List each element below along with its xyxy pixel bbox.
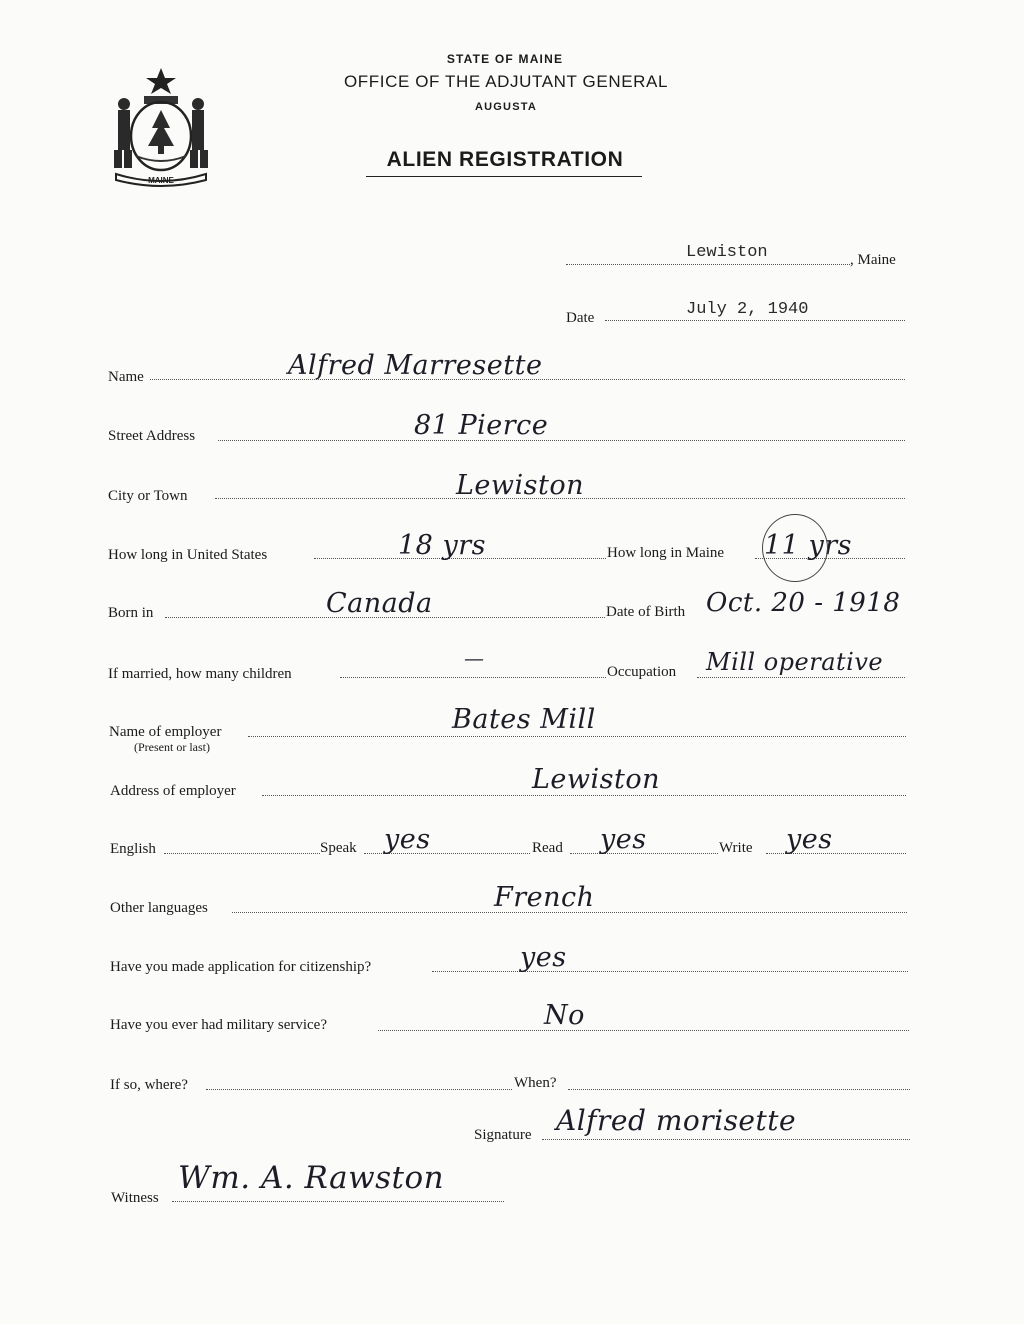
header-city: AUGUSTA	[475, 101, 537, 113]
form-title: ALIEN REGISTRATION	[386, 148, 624, 171]
place-value: Lewiston	[686, 243, 768, 262]
citizenship-value: yes	[520, 942, 567, 973]
dob-label: Date of Birth	[606, 604, 686, 620]
speak-value: yes	[384, 824, 431, 855]
name-value: Alfred Marresette	[288, 350, 543, 381]
date-value: July 2, 1940	[686, 300, 809, 319]
write-label: Write	[719, 840, 753, 856]
where-label: If so, where?	[110, 1077, 188, 1093]
occupation-label: Occupation	[607, 664, 677, 680]
children-label: If married, how many children	[108, 666, 292, 682]
occupation-value: Mill operative	[706, 648, 884, 676]
employer-address-value: Lewiston	[532, 764, 661, 795]
how-long-maine-value: 11 yrs	[764, 530, 852, 561]
where-line	[206, 1089, 512, 1090]
witness-value: Wm. A. Rawston	[178, 1160, 445, 1196]
header-office: OFFICE OF THE ADJUTANT GENERAL	[343, 72, 669, 91]
employer-value: Bates Mill	[452, 704, 596, 735]
city-label: City or Town	[108, 488, 188, 504]
street-label: Street Address	[108, 428, 196, 444]
other-languages-label: Other languages	[110, 900, 208, 916]
witness-label: Witness	[111, 1190, 159, 1206]
employer-address-line	[262, 795, 906, 796]
when-label: When?	[514, 1075, 557, 1091]
how-long-maine-label: How long in Maine	[607, 545, 725, 561]
name-label: Name	[108, 369, 144, 385]
signature-label: Signature	[474, 1127, 532, 1143]
street-value: 81 Pierce	[414, 410, 549, 441]
military-line	[378, 1030, 909, 1031]
signature-line	[542, 1139, 910, 1140]
children-value: —	[464, 646, 485, 670]
employer-line	[248, 736, 906, 737]
employer-address-label: Address of employer	[110, 783, 236, 799]
date-line	[605, 320, 905, 321]
how-long-us-value: 18 yrs	[398, 530, 486, 561]
children-line	[340, 677, 606, 678]
write-value: yes	[786, 824, 833, 855]
date-label: Date	[566, 310, 595, 326]
born-in-value: Canada	[326, 588, 433, 619]
english-label: English	[110, 841, 156, 857]
header-state: STATE OF MAINE	[446, 52, 564, 66]
citizenship-label: Have you made application for citizenship?	[110, 959, 372, 975]
military-label: Have you ever had military service?	[110, 1017, 327, 1033]
witness-line	[172, 1201, 504, 1202]
signature-value: Alfred morisette	[556, 1104, 797, 1137]
place-label: , Maine	[850, 252, 896, 268]
place-line	[566, 264, 850, 265]
read-value: yes	[600, 824, 647, 855]
when-line	[568, 1089, 910, 1090]
occupation-line	[697, 677, 905, 678]
ink-circle-mark	[762, 514, 828, 582]
english-line	[164, 853, 320, 854]
city-value: Lewiston	[456, 470, 585, 501]
dob-value: Oct. 20 - 1918	[706, 588, 901, 618]
citizenship-line	[432, 971, 908, 972]
other-languages-value: French	[494, 882, 595, 913]
how-long-us-label: How long in United States	[108, 547, 268, 563]
read-label: Read	[532, 840, 563, 856]
employer-sublabel: (Present or last)	[134, 740, 210, 754]
svg-text:MAINE: MAINE	[148, 176, 174, 185]
speak-label: Speak	[320, 840, 357, 856]
title-underline	[366, 176, 642, 177]
street-line	[218, 440, 905, 441]
employer-label: Name of employer	[109, 724, 222, 740]
military-value: No	[544, 1000, 585, 1031]
born-in-label: Born in	[108, 605, 154, 621]
